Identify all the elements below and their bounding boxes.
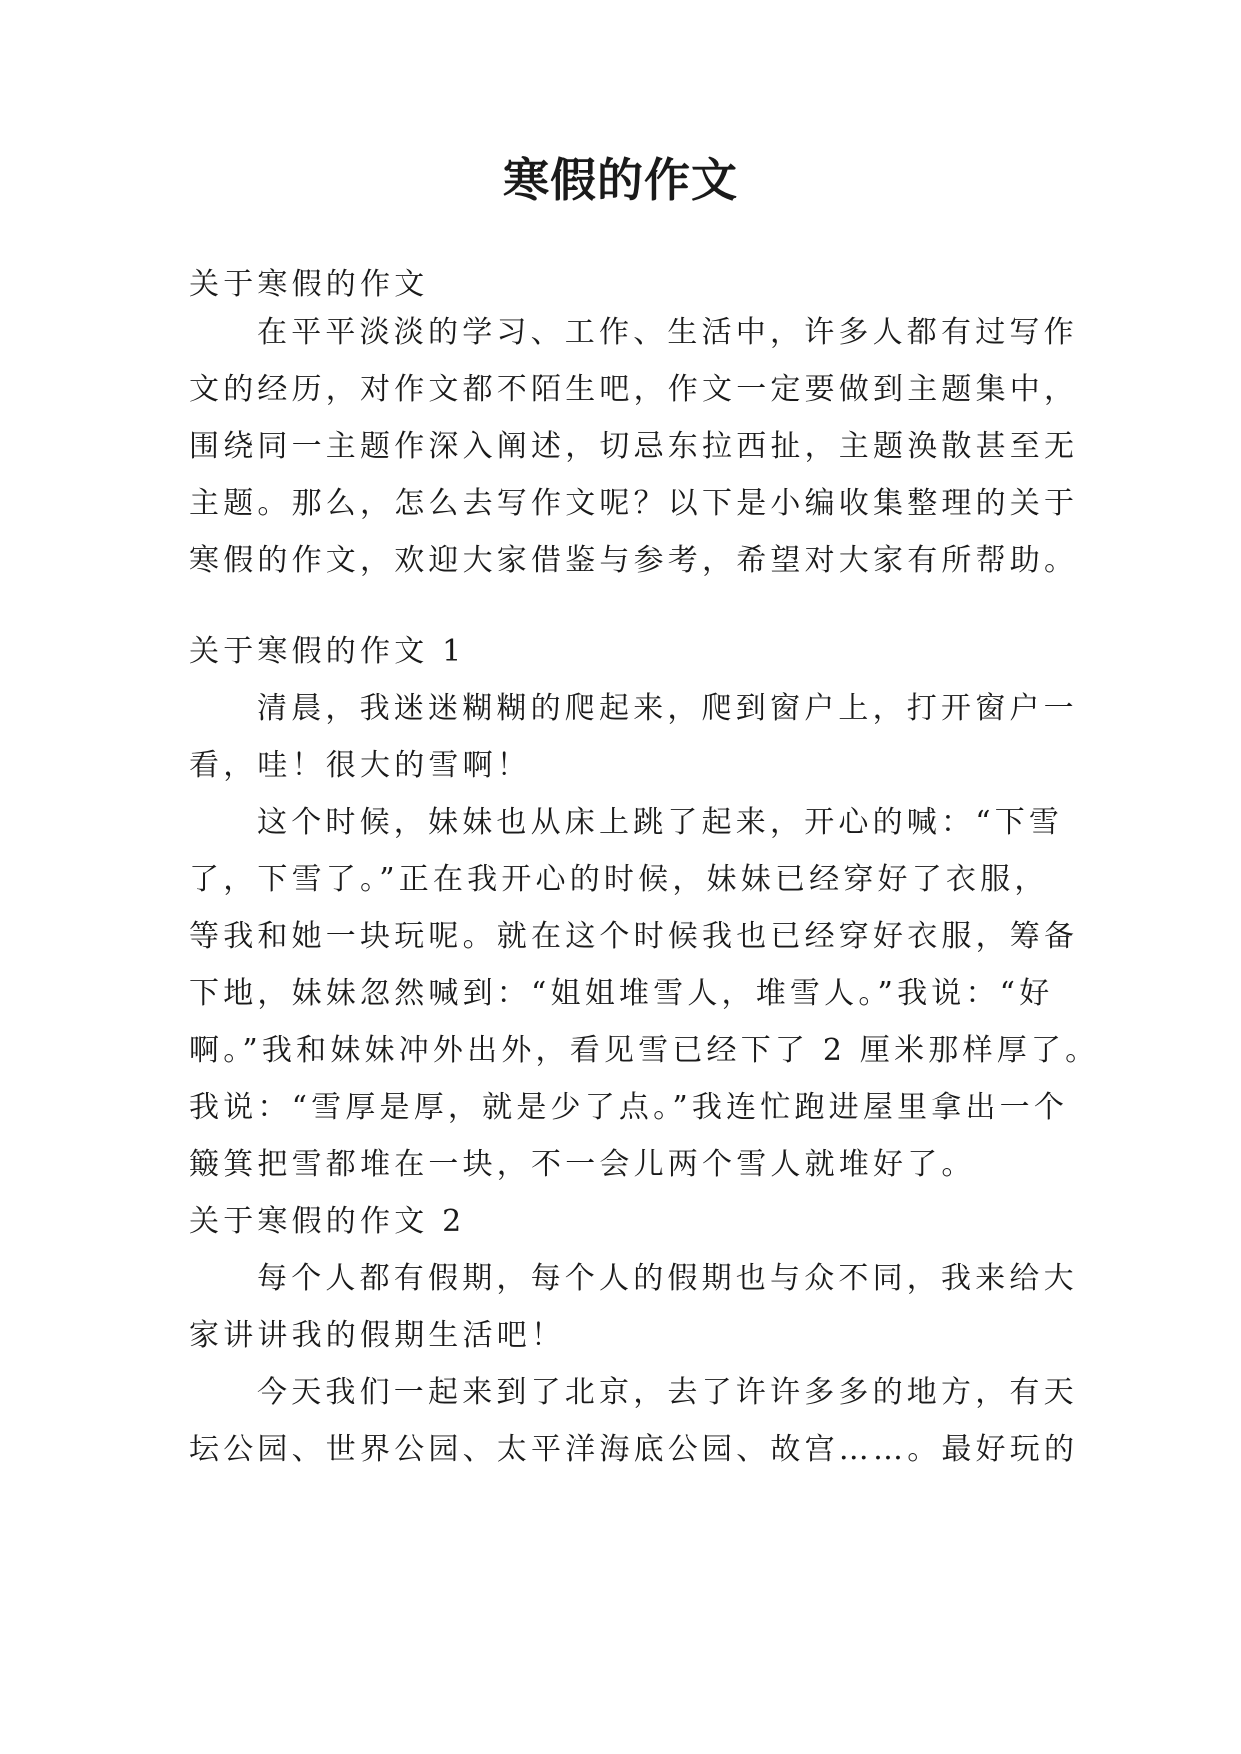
paragraph-line: 坛公园、世界公园、太平洋海底公园、故宫……。最好玩的 [189, 1432, 1079, 1467]
paragraph-line: 寒假的作文，欢迎大家借鉴与参考，希望对大家有所帮助。 [189, 543, 1079, 578]
paragraph-line: 了，下雪了。”正在我开心的时候，妹妹已经穿好了衣服， [189, 862, 1049, 897]
document-title: 寒假的作文 [503, 153, 738, 207]
intro-heading: 关于寒假的作文 [189, 267, 429, 302]
paragraph-line: 簸箕把雪都堆在一块，不一会儿两个雪人就堆好了。 [189, 1147, 976, 1182]
paragraph-line: 啊。”我和妹妹冲外出外，看见雪已经下了 2 厘米那样厚了。 [189, 1033, 1100, 1068]
section-heading-2: 关于寒假的作文 2 [189, 1204, 466, 1239]
paragraph-line: 这个时候，妹妹也从床上跳了起来，开心的喊：“下雪 [257, 805, 1064, 840]
paragraph-line: 围绕同一主题作深入阐述，切忌东拉西扯，主题涣散甚至无 [189, 429, 1079, 464]
paragraph-line: 主题。那么，怎么去写作文呢？以下是小编收集整理的关于 [189, 486, 1079, 521]
paragraph-line: 等我和她一块玩呢。就在这个时候我也已经穿好衣服，筹备 [189, 919, 1079, 954]
paragraph-line: 今天我们一起来到了北京，去了许许多多的地方，有天 [257, 1375, 1078, 1410]
paragraph-line: 在平平淡淡的学习、工作、生活中，许多人都有过写作 [257, 315, 1078, 350]
paragraph-line: 看，哇！很大的雪啊！ [189, 748, 531, 783]
paragraph-line: 我说：“雪厚是厚，就是少了点。”我连忙跑进屋里拿出一个 [189, 1090, 1069, 1125]
paragraph-line: 每个人都有假期，每个人的假期也与众不同，我来给大 [257, 1261, 1078, 1296]
paragraph-line: 清晨，我迷迷糊糊的爬起来，爬到窗户上，打开窗户一 [257, 691, 1078, 726]
section-heading-1: 关于寒假的作文 1 [189, 634, 466, 669]
paragraph-line: 下地，妹妹忽然喊到：“姐姐堆雪人，堆雪人。”我说：“好 [189, 976, 1054, 1011]
paragraph-line: 文的经历，对作文都不陌生吧，作文一定要做到主题集中， [189, 372, 1079, 407]
paragraph-line: 家讲讲我的假期生活吧！ [189, 1318, 566, 1353]
